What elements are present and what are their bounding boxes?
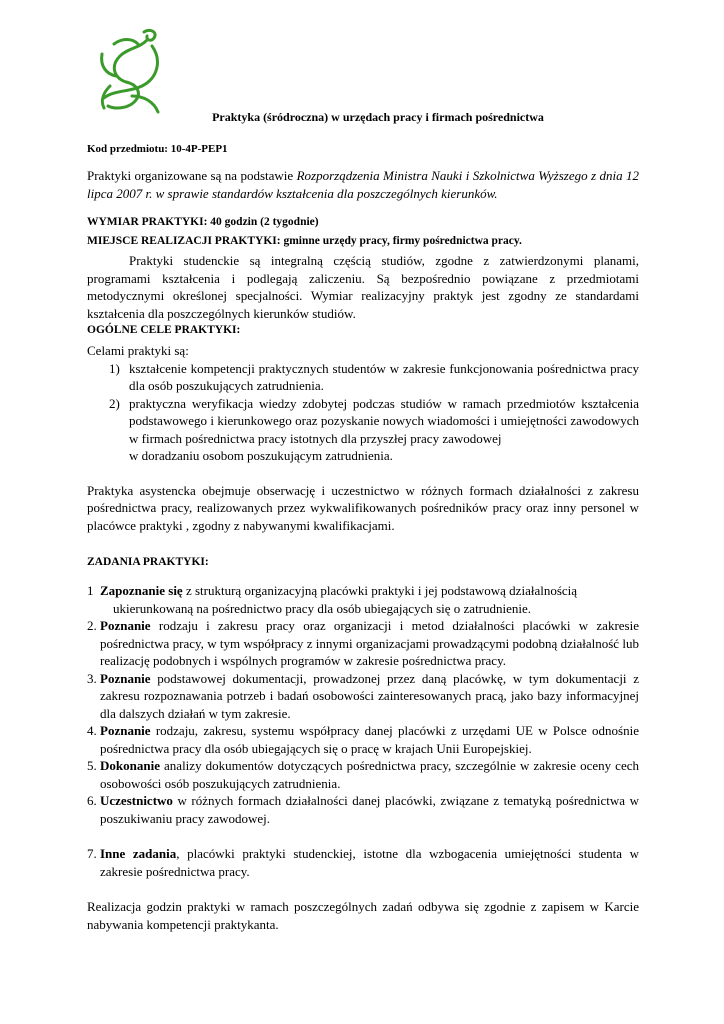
goals-heading: OGÓLNE CELE PRAKTYKI: xyxy=(87,324,241,336)
task-item: 2. Poznanie rodzaju i zakresu pracy oraz organizacji i metod działalności placówki w zakresie pośrednictwa pracy, w tym współpracy z innymi organizacjami prowadzącymi podobną działalność lub realizację podobnych i wspólnych programów w zakresie pośrednictwa pracy. xyxy=(87,618,639,668)
assistant-paragraph: Praktyka asystencka obejmuje obserwację i uczestnictwo w różnych formach działalności z zakresu pośrednictwa pracy, realizowanych przez wykwalifikowanych pośredników pracy oraz inny personel w placówce praktyki , zgodny z nabywanymi kwalifikacjami. xyxy=(87,482,639,533)
location-heading: MIEJSCE REALIZACJI PRAKTYKI: gminne urzędy pracy, firmy pośrednictwa pracy. xyxy=(87,235,522,247)
task-item: 7. Inne zadania, placówki praktyki studenckiej, istotne dla wzbogacenia umiejętności studenta w zakresie pośrednictwa pracy. xyxy=(87,846,639,879)
legal-basis: Praktyki organizowane są na podstawie Rozporządzenia Ministra Nauki i Szkolnictwa Wyższego z dnia 12 lipca 2007 r. w sprawie standardów kształcenia dla poszczególnych kierunków. xyxy=(87,168,639,201)
task-item: 3. Poznanie podstawowej dokumentacji, prowadzonej przez daną placówkę, w tym dokumentacji z zakresu rozpoznawania potrzeb i badań osobowości zainteresowanych pracą, jako bazy informacyjnej dla dalszych działań w tym zakresie. xyxy=(87,670,639,721)
task-item: 4. Poznanie rodzaju, zakresu, systemu współpracy danej placówki z urzędami UE w Polsce odnośnie pośrednictwa pracy dla osób ubiegających się o pracę w krajach Unii Europejskiej. xyxy=(87,723,639,756)
university-logo xyxy=(92,26,168,116)
tasks-list xyxy=(87,582,639,880)
task-item: 6. Uczestnictwo w różnych formach działalności danej placówki, związane z tematyką pośrednictwa w poszukiwaniu pracy zawodowej. xyxy=(87,793,639,826)
document-title: Praktyka (śródroczna) w urzędach pracy i firmach pośrednictwa xyxy=(212,110,544,124)
tasks-heading: ZADANIA PRAKTYKI: xyxy=(87,556,209,568)
task-item: 5. Dokonanie analizy dokumentów dotyczących pośrednictwa pracy, szczególnie w zakresie oceny cech osobowości osób poszukujących zatrudnienia. xyxy=(87,758,639,791)
duration-heading: WYMIAR PRAKTYKI: 40 godzin (2 tygodnie) xyxy=(87,216,319,228)
goal-item: 1) kształcenie kompetencji praktycznych studentów w zakresie funkcjonowania pośrednictwa pracy dla osób poszukujących zatrudnienia. xyxy=(109,360,639,393)
course-code: Kod przedmiotu: 10-4P-PEP1 xyxy=(87,143,228,155)
document-body xyxy=(87,110,639,933)
goals-lead: Celami praktyki są: xyxy=(87,343,189,358)
goal-item: 2) praktyczna weryfikacja wiedzy zdobytej podczas studiów w ramach przedmiotów kształcenia podstawowego i kierunkowego oraz pozyskanie nowych wiadomości i umiejętności zawodowych w firmach pośrednictwa pracy istotnych dla przyszłej pracy zawodowej w doradzaniu osobom poszukującym zatrudnienia. xyxy=(109,395,639,463)
intro-paragraph: Praktyki studenckie są integralną częścią studiów, zgodne z zatwierdzonymi planami, programami kształcenia i podlegają zaliczeniu. Są bezpośrednio powiązane z przedmiotami metodycznymi określonej specjalności. Wymiar realizacyjny praktyk jest zgodny ze standardami kształcenia dla poszczególnych kierunków studiów. xyxy=(87,253,639,321)
task-item: 1 Zapoznanie się z strukturą organizacyjną placówki praktyki i jej podstawową działalnością ukierunkowaną na pośrednictwo pracy dla osób ubiegających się o zatrudnienie. xyxy=(87,583,578,616)
final-paragraph: Realizacja godzin praktyki w ramach poszczególnych zadań odbywa się zgodnie z zapisem w Karcie nabywania kompetencji praktykanta. xyxy=(87,899,639,932)
goals-list xyxy=(87,360,639,465)
